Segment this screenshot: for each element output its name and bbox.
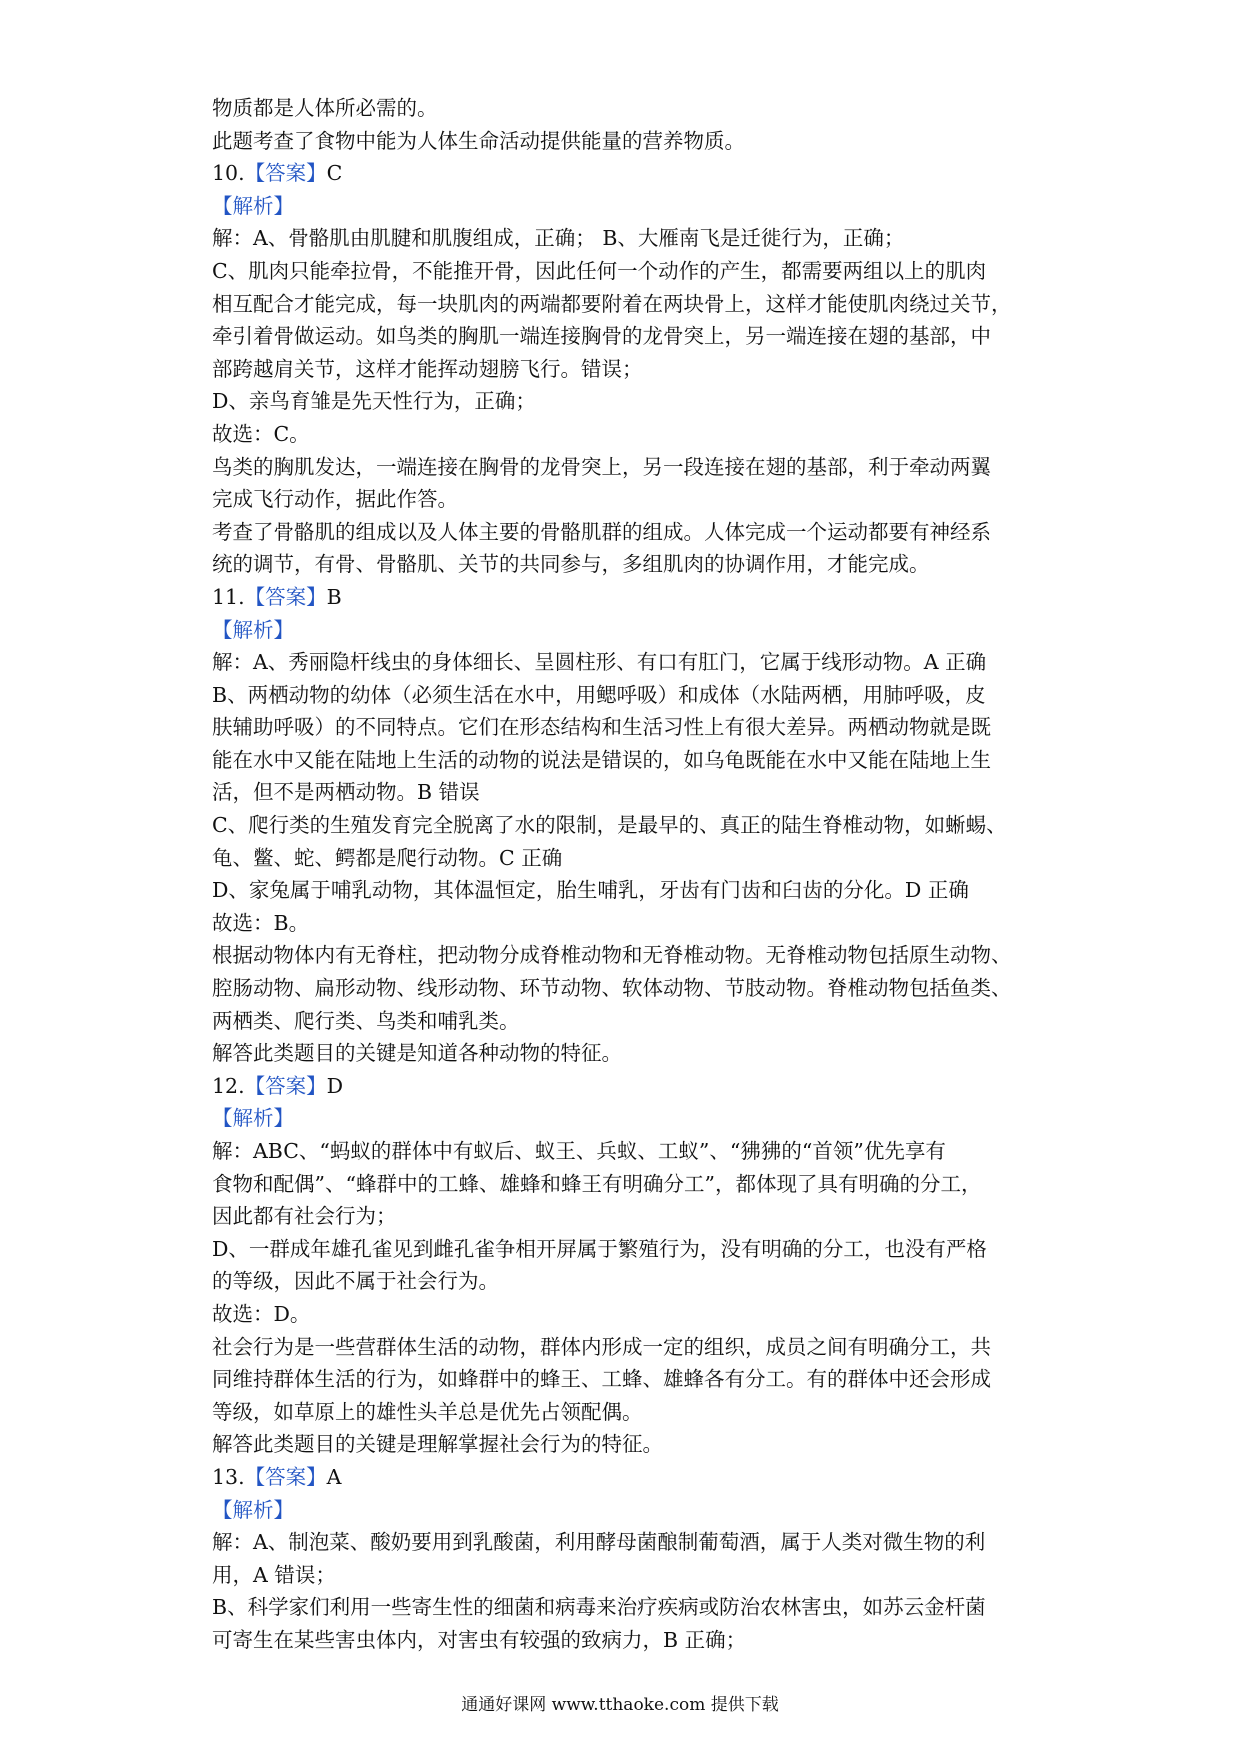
text-segment: B、两栖动物的幼体（必须生活在水中，用鳃呼吸）和成体（水陆两栖，用肺呼吸，皮 [212,682,986,707]
text-line [212,907,1047,940]
text-line [212,157,1047,190]
text-segment: 龟、鳖、蛇、鳄都是爬行动物。C 正确 [212,845,563,870]
text-segment: C、肌肉只能牵拉骨，不能推开骨，因此任何一个动作的产生，都需要两组以上的肌肉 [212,258,987,283]
text-segment: 解：ABC、“蚂蚁的群体中有蚁后、蚁王、兵蚁、工蚁”、“狒狒的“首领”优先享有 [212,1139,946,1163]
text-segment: 解：A、秀丽隐杆线虫的身体细长、呈圆柱形、有口有肛门，它属于线形动物。A 正确 [212,650,987,675]
text-segment: 解答此类题目的关键是理解掌握社会行为的特征。 [212,1432,663,1457]
text-segment: D、家兔属于哺乳动物，其体温恒定，胎生哺乳，牙齿有门齿和臼齿的分化。D 正确 [212,878,969,903]
text-segment: 12. [212,1073,245,1098]
text-segment: 能在水中又能在陆地上生活的动物的说法是错误的，如乌龟既能在水中又能在陆地上生 [212,747,991,772]
text-line [212,1428,1047,1461]
text-line [212,1331,1047,1364]
text-line [212,809,1047,842]
text-segment: 腔肠动物、扁形动物、线形动物、环节动物、软体动物、节肢动物。脊椎动物包括鱼类、 [212,976,1012,1001]
text-line [212,1494,1047,1527]
text-segment: 牵引着骨做运动。如鸟类的胸肌一端连接胸骨的龙骨突上，另一端连接在翅的基部，中 [212,324,991,349]
text-segment: 鸟类的胸肌发达，一端连接在胸骨的龙骨突上，另一段连接在翅的基部，利于牵动两翼 [212,454,991,479]
text-line [212,1168,1047,1201]
text-line [212,1037,1047,1070]
text-line [212,222,1047,255]
text-segment: 解：A、骨骼肌由肌腱和肌腹组成，正确； B、大雁南飞是迁徙行为，正确； [212,226,905,251]
text-segment: 解：A、制泡菜、酸奶要用到乳酸菌，利用酵母菌酿制葡萄酒，属于人类对微生物的利 [212,1530,986,1555]
text-line [212,646,1047,679]
text-segment: 肤辅助呼吸）的不同特点。它们在形态结构和生活习性上有很大差异。两栖动物就是既 [212,715,991,740]
text-segment: 故选：B。 [212,910,310,935]
text-line [212,418,1047,451]
text-segment: 13. [212,1464,245,1489]
text-line [212,972,1047,1005]
text-segment: 用，A 错误； [212,1562,336,1587]
section-label: 【答案】 [244,161,327,186]
text-line [212,874,1047,907]
text-segment: 物质都是人体所必需的。 [212,96,438,120]
text-segment: A [326,1464,342,1489]
text-segment: 统的调节，有骨、骨骼肌、关节的共同参与，多组肌肉的协调作用，才能完成。 [212,552,930,577]
text-line [212,353,1047,386]
text-line [212,320,1047,353]
text-line [212,711,1047,744]
section-label: 【答案】 [244,584,327,609]
text-line [212,1265,1047,1298]
text-segment: 的等级，因此不属于社会行为。 [212,1269,499,1294]
text-segment: 相互配合才能完成，每一块肌肉的两端都要附着在两块骨上，这样才能使肌肉绕过关节， [212,291,1012,316]
text-line [212,776,1047,809]
text-line [212,255,1047,288]
section-label: 【解析】 [212,193,294,218]
text-line [212,385,1047,418]
text-segment: 食物和配偶”、“蜂群中的工蜂、雄蜂和蜂王有明确分工”，都体现了具有明确的分工， [212,1171,982,1196]
text-segment: B [326,584,342,609]
text-line [212,581,1047,614]
section-label: 【解析】 [212,1497,294,1522]
text-line [212,939,1047,972]
text-line [212,451,1047,484]
section-label: 【答案】 [244,1464,327,1489]
text-line [212,516,1047,549]
text-segment: 11. [212,584,245,609]
text-segment: 完成飞行动作，据此作答。 [212,487,458,512]
text-line [212,842,1047,875]
text-line [212,483,1047,516]
text-line [212,1396,1047,1429]
text-segment: 部跨越肩关节，这样才能挥动翅膀飞行。错误； [212,356,643,381]
text-line [212,679,1047,712]
text-line [212,1591,1047,1624]
text-segment: 考查了骨骼肌的组成以及人体主要的骨骼肌群的组成。人体完成一个运动都要有神经系 [212,519,991,544]
text-line [212,92,1047,125]
text-line [212,1135,1047,1168]
section-label: 【答案】 [244,1073,327,1098]
text-segment: 社会行为是一些营群体生活的动物，群体内形成一定的组织，成员之间有明确分工，共 [212,1334,991,1359]
page-footer: 通通好课网 www.tthaoke.com 提供下载 [461,1695,779,1715]
text-segment: B、科学家们利用一些寄生性的细菌和病毒来治疗疾病或防治农林害虫，如苏云金杆菌 [212,1595,986,1620]
text-line [212,1102,1047,1135]
text-segment: 解答此类题目的关键是知道各种动物的特征。 [212,1041,622,1066]
text-segment: 同维持群体生活的行为，如蜂群中的蜂王、工蜂、雄蜂各有分工。有的群体中还会形成 [212,1367,991,1392]
text-segment: 两栖类、爬行类、鸟类和哺乳类。 [212,1008,520,1033]
text-line [212,190,1047,223]
text-line [212,1200,1047,1233]
text-line [212,1070,1047,1103]
document-body [212,92,1047,1657]
section-label: 【解析】 [212,1106,294,1131]
text-segment: C [326,161,343,186]
text-line [212,1624,1047,1657]
text-line [212,1526,1047,1559]
text-segment: D、亲鸟育雏是先天性行为，正确； [212,389,536,414]
text-line [212,1233,1047,1266]
text-segment: 10. [212,161,245,186]
text-line [212,744,1047,777]
text-segment: 因此都有社会行为； [212,1204,397,1229]
text-segment: C、爬行类的生殖发育完全脱离了水的限制，是最早的、真正的陆生脊椎动物，如蜥蜴、 [212,813,1007,838]
text-line [212,1298,1047,1331]
text-line [212,288,1047,321]
text-line [212,1005,1047,1038]
text-segment: 根据动物体内有无脊柱，把动物分成脊椎动物和无脊椎动物。无脊椎动物包括原生动物、 [212,943,1012,968]
text-line [212,1559,1047,1592]
text-segment: 等级，如草原上的雄性头羊总是优先占领配偶。 [212,1399,643,1424]
text-segment: 活，但不是两栖动物。B 错误 [212,780,480,805]
section-label: 【解析】 [212,617,294,642]
text-line [212,1363,1047,1396]
text-line [212,614,1047,647]
text-line [212,125,1047,158]
text-segment: 故选：D。 [212,1301,311,1326]
text-line [212,548,1047,581]
text-segment: 故选：C。 [212,421,310,446]
text-segment: D [326,1073,344,1098]
text-segment: 可寄生在某些害虫体内，对害虫有较强的致病力，B 正确； [212,1627,747,1652]
text-line [212,1461,1047,1494]
text-segment: 此题考查了食物中能为人体生命活动提供能量的营养物质。 [212,128,745,153]
text-segment: D、一群成年雄孔雀见到雌孔雀争相开屏属于繁殖行为，没有明确的分工，也没有严格 [212,1236,987,1261]
